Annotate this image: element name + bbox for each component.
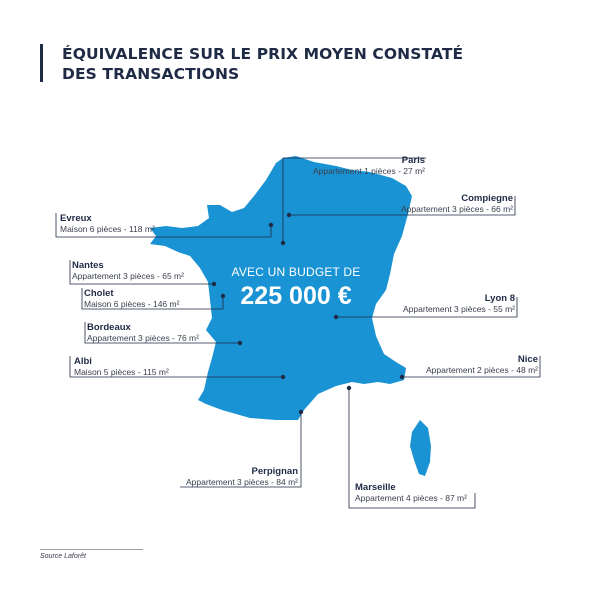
- city-name: Bordeaux: [87, 322, 131, 333]
- dot-albi: [281, 375, 285, 379]
- source-note: Source Laforêt: [40, 553, 86, 560]
- label-nice: [410, 354, 538, 376]
- city-desc: Appartement 3 pièces - 84 m²: [186, 477, 298, 487]
- city-name: Marseille: [355, 482, 396, 493]
- city-name: Evreux: [60, 213, 92, 224]
- city-name: Nice: [517, 354, 538, 365]
- city-desc: Maison 6 pièces - 118 m²: [60, 224, 155, 234]
- city-desc: Appartement 3 pièces - 66 m²: [401, 204, 513, 214]
- city-desc: Maison 5 pièces - 115 m²: [74, 367, 169, 377]
- corsica-shape: [410, 420, 431, 476]
- city-name: Lyon 8: [484, 293, 515, 304]
- title-line-2: DES TRANSACTIONS: [62, 65, 240, 83]
- city-name: Cholet: [84, 288, 114, 299]
- dot-nice: [400, 375, 404, 379]
- budget-amount: 225 000 €: [240, 282, 352, 310]
- label-marseille: [355, 482, 467, 504]
- city-name: Compiegne: [461, 193, 513, 204]
- city-name: Paris: [401, 155, 425, 166]
- label-paris: [300, 155, 425, 177]
- city-desc: Maison 6 pièces - 146 m²: [84, 299, 180, 309]
- label-evreux: [60, 213, 155, 235]
- dot-perpignan: [299, 410, 303, 414]
- dot-marseille: [347, 386, 351, 390]
- city-desc: Appartement 1 pièces - 27 m²: [313, 166, 425, 176]
- city-desc: Appartement 3 pièces - 55 m²: [403, 304, 515, 314]
- label-cholet: [84, 288, 179, 310]
- label-nantes: [72, 260, 184, 282]
- city-name: Albi: [74, 356, 92, 367]
- label-compiegne: [380, 193, 513, 215]
- label-bordeaux: [87, 322, 199, 344]
- label-lyon: [390, 293, 515, 315]
- dot-evreux: [269, 223, 273, 227]
- dot-bordeaux: [238, 341, 242, 345]
- budget-caption: AVEC UN BUDGET DE: [231, 265, 361, 279]
- dot-lyon: [334, 315, 338, 319]
- city-desc: Appartement 4 pièces - 87 m²: [355, 493, 467, 503]
- city-desc: Appartement 3 pièces - 76 m²: [87, 333, 199, 343]
- source-divider: [40, 549, 143, 550]
- dot-compiegne: [287, 213, 291, 217]
- label-albi: [74, 356, 169, 378]
- dot-paris: [281, 241, 285, 245]
- city-desc: Appartement 3 pièces - 65 m²: [72, 271, 184, 281]
- title-line-1: ÉQUIVALENCE SUR LE PRIX MOYEN CONSTATÉ: [62, 45, 464, 63]
- city-desc: Appartement 2 pièces - 48 m²: [426, 365, 538, 375]
- city-name: Nantes: [72, 260, 104, 271]
- city-name: Perpignan: [251, 466, 298, 477]
- label-perpignan: [166, 466, 298, 488]
